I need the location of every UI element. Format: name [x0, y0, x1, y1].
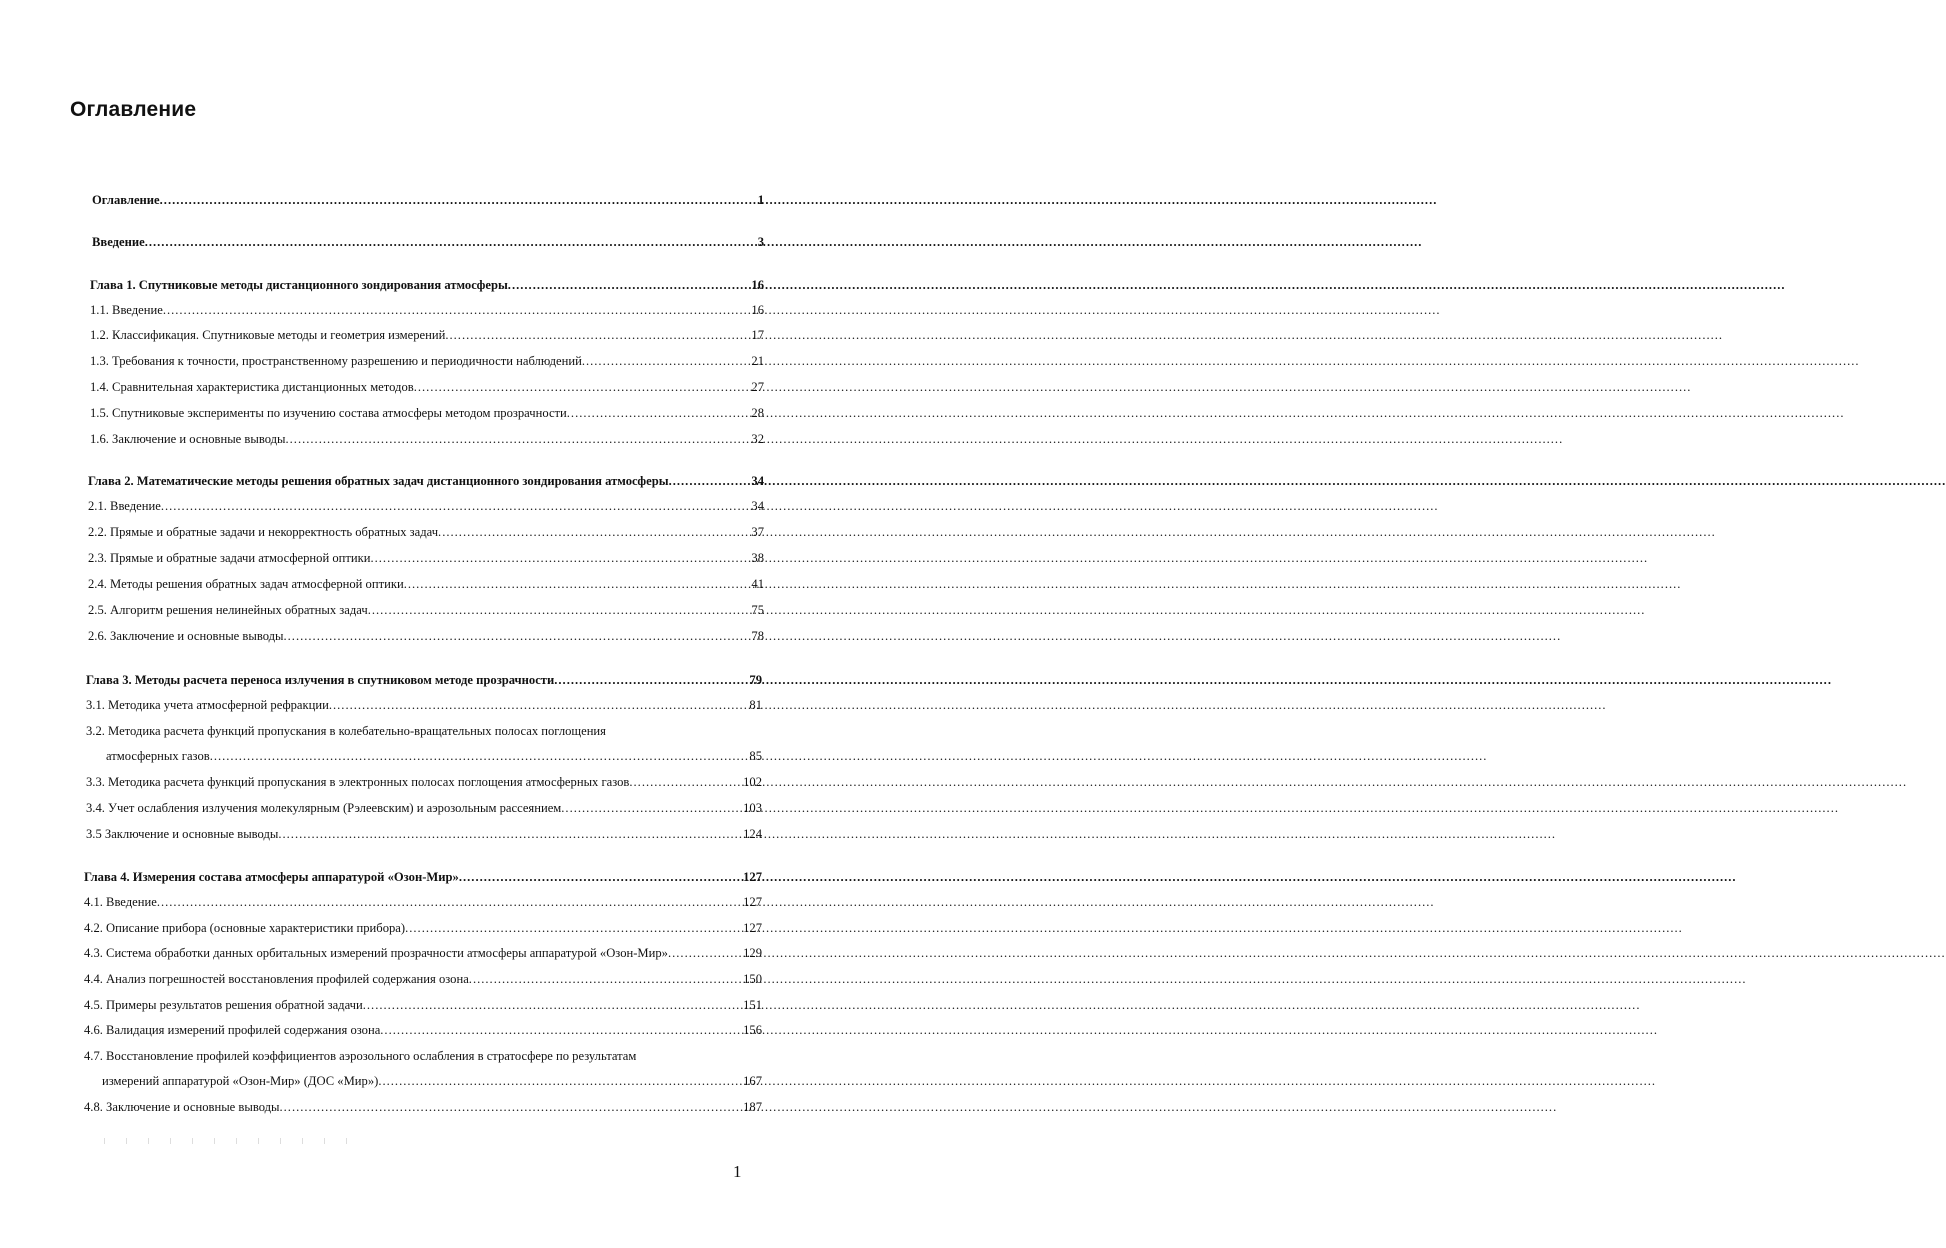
toc-entry: 1.5. Спутниковые эксперименты по изучению состава атмосферы методом прозрачности ..... 28: [90, 405, 764, 421]
toc-chapter: Глава 3. Методы расчета переноса излучения в спутниковом методе прозрачности ..... 79: [86, 672, 762, 688]
toc-entry: измерений аппаратурой «Озон-Мир» (ДОС «Мир») ..... 167: [102, 1073, 762, 1089]
page-title: Оглавление: [70, 98, 197, 121]
toc-entry-first-line: 3.2. Методика расчета функций пропускания в колебательно-вращательных полосах поглощения: [86, 724, 606, 738]
toc-entry: Введение ..... 3: [92, 234, 764, 250]
toc-entry: Оглавление ..... 1: [92, 192, 764, 208]
toc-entry: 2.1. Введение ..... 34: [88, 498, 764, 514]
toc-entry: 2.5. Алгоритм решения нелинейных обратных задач ..... 75: [88, 602, 764, 618]
page-number: 1: [733, 1162, 742, 1181]
toc-entry: 4.2. Описание прибора (основные характеристики прибора) ..... 127: [84, 920, 762, 936]
toc-entry: 3.1. Методика учета атмосферной рефракции ..... 81: [86, 697, 762, 713]
toc-entry: 2.2. Прямые и обратные задачи и некорректность обратных задач ..... 37: [88, 524, 764, 540]
toc-entry: 4.4. Анализ погрешностей восстановления профилей содержания озона ..... 150: [84, 971, 762, 987]
scan-artifact: [95, 1138, 355, 1144]
toc-chapter: Глава 2. Математические методы решения обратных задач дистанционного зондирования атмосферы ..... 34: [88, 473, 764, 489]
toc-entry: 1.4. Сравнительная характеристика дистанционных методов ..... 27: [90, 379, 764, 395]
toc-entry: 4.8. Заключение и основные выводы ..... 187: [84, 1099, 762, 1115]
toc-entry: 4.1. Введение ..... 127: [84, 894, 762, 910]
toc-entry: 4.6. Валидация измерений профилей содержания озона ..... 156: [84, 1022, 762, 1038]
toc-entry: 3.3. Методика расчета функций пропускания в электронных полосах поглощения атмосферных газов ..... 102: [86, 774, 762, 790]
toc-entry: 2.4. Методы решения обратных задач атмосферной оптики ..... 41: [88, 576, 764, 592]
toc-entry: 1.2. Классификация. Спутниковые методы и геометрия измерений ..... 17: [90, 327, 764, 343]
toc-entry: 4.5. Примеры результатов решения обратной задачи ..... 151: [84, 997, 762, 1013]
toc-entry: 3.4. Учет ослабления излучения молекулярным (Рэлеевским) и аэрозольным рассеянием ..... 103: [86, 800, 762, 816]
toc-entry: 3.5 Заключение и основные выводы ..... 124: [86, 826, 762, 842]
toc-entry: 1.6. Заключение и основные выводы ..... 32: [90, 431, 764, 447]
toc-entry: 4.3. Система обработки данных орбитальных измерений прозрачности атмосферы аппаратурой «Озон-Мир» ..... 129: [84, 945, 762, 961]
toc-entry: 1.1. Введение ..... 16: [90, 302, 764, 318]
toc-entry-first-line: 4.7. Восстановление профилей коэффициентов аэрозольного ослабления в стратосфере по результатам: [84, 1049, 637, 1063]
toc-entry: 1.3. Требования к точности, пространственному разрешению и периодичности наблюдений ..... 21: [90, 353, 764, 369]
toc-chapter: Глава 1. Спутниковые методы дистанционного зондирования атмосферы ..... 16: [90, 277, 764, 293]
toc-entry: 2.6. Заключение и основные выводы ..... 78: [88, 628, 764, 644]
toc-chapter: Глава 4. Измерения состава атмосферы аппаратурой «Озон-Мир» ..... 127: [84, 869, 762, 885]
toc-entry: 2.3. Прямые и обратные задачи атмосферной оптики ..... 38: [88, 550, 764, 566]
toc-entry: атмосферных газов ..... 85: [106, 748, 762, 764]
